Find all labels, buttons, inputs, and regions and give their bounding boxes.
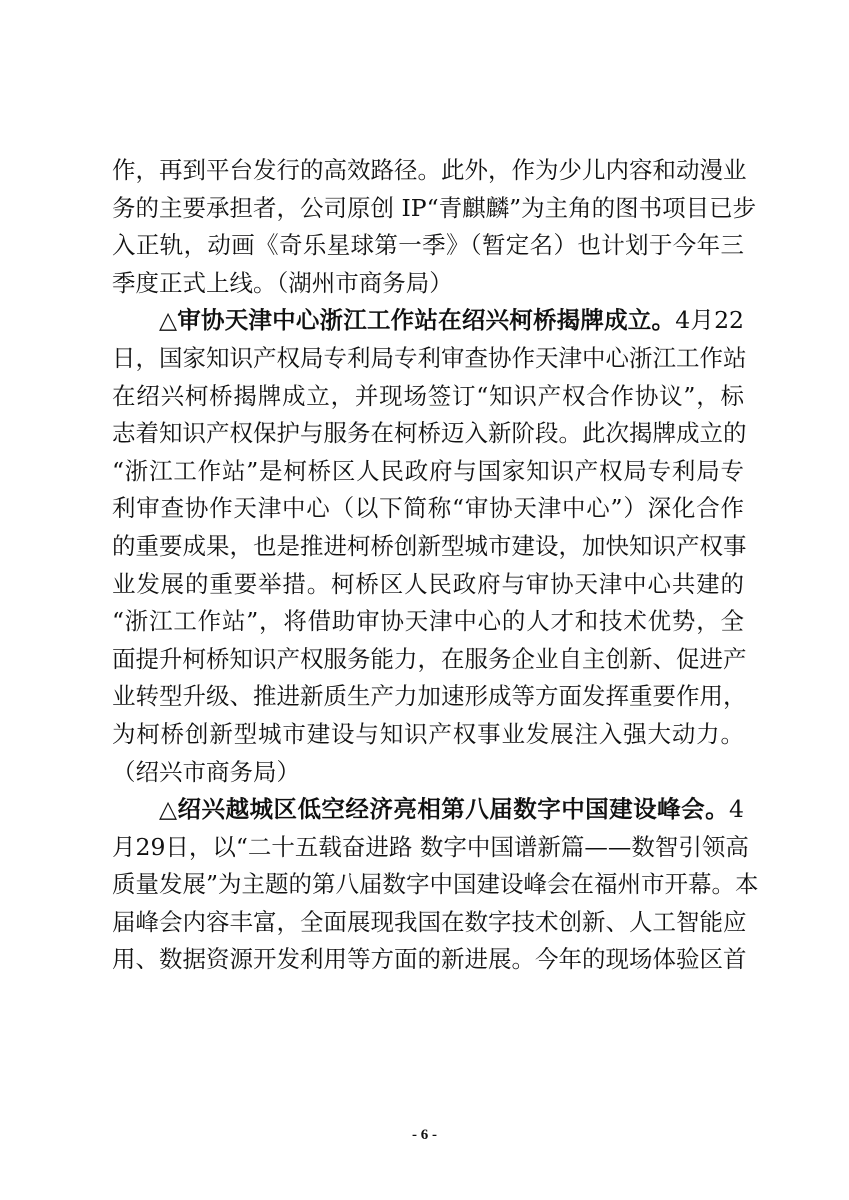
news-item-heading: △审协天津中心浙江工作站在绍兴柯桥揭牌成立。: [159, 306, 676, 335]
text-line: 在绍兴柯桥揭牌成立，并现场签订“知识产权合作协议”，标: [112, 381, 744, 410]
text-line: 作，再到平台发行的高效路径。此外，作为少儿内容和动漫业: [112, 156, 747, 184]
text-line: 志着知识产权保护与服务在柯桥迈入新阶段。此次揭牌成立的: [112, 419, 747, 448]
news-item-first-line: [112, 791, 744, 829]
text-line: 用、数据资源开发利用等方面的新进展。今年的现场体验区首: [112, 945, 747, 974]
text-line: 月29日，以“二十五载奋进路 数字中国谱新篇——数智引领高: [112, 832, 749, 861]
text-line: 季度正式上线。（湖州市商务局）: [112, 268, 453, 297]
text-line: “浙江工作站”是柯桥区人民政府与国家知识产权局专利局专: [112, 456, 744, 485]
news-item-first-line: [112, 302, 744, 340]
text-line: 利审查协作天津中心（以下简称“审协天津中心”）深化合作: [112, 494, 744, 523]
page-number: - 6 -: [412, 1127, 437, 1143]
text-line: （绍兴市商务局）: [112, 757, 300, 786]
text-line: 为柯桥创新型城市建设与知识产权事业发展注入强大动力。: [112, 719, 744, 748]
text-line: 务的主要承担者，公司原创 IP“青麒麟”为主角的图书项目已步: [112, 193, 757, 222]
text-line: 业发展的重要举措。柯桥区人民政府与审协天津中心共建的: [112, 569, 744, 598]
text-line: 入正轨，动画《奇乐星球第一季》（暂定名）也计划于今年三: [112, 231, 744, 260]
news-item-date-start: 4月22: [675, 306, 744, 335]
article-body: [112, 152, 759, 979]
news-item-heading: △绍兴越城区低空经济亮相第八届数字中国建设峰会。: [159, 795, 730, 824]
text-line: 日，国家知识产权局专利局专利审查协作天津中心浙江工作站: [112, 343, 747, 372]
text-line: 业转型升级、推进新质生产力加速形成等方面发挥重要作用，: [112, 682, 747, 711]
text-line: “浙江工作站”，将借助审协天津中心的人才和技术优势，全: [112, 607, 744, 636]
text-line: 的重要成果，也是推进柯桥创新型城市建设，加快知识产权事: [112, 531, 747, 560]
text-line: 面提升柯桥知识产权服务能力，在服务企业自主创新、促进产: [112, 644, 747, 673]
news-item-date-start: 4: [729, 795, 744, 824]
text-line: 质量发展”为主题的第八届数字中国建设峰会在福州市开幕。本: [112, 870, 759, 899]
text-line: 届峰会内容丰富，全面展现我国在数字技术创新、人工智能应: [112, 907, 747, 936]
